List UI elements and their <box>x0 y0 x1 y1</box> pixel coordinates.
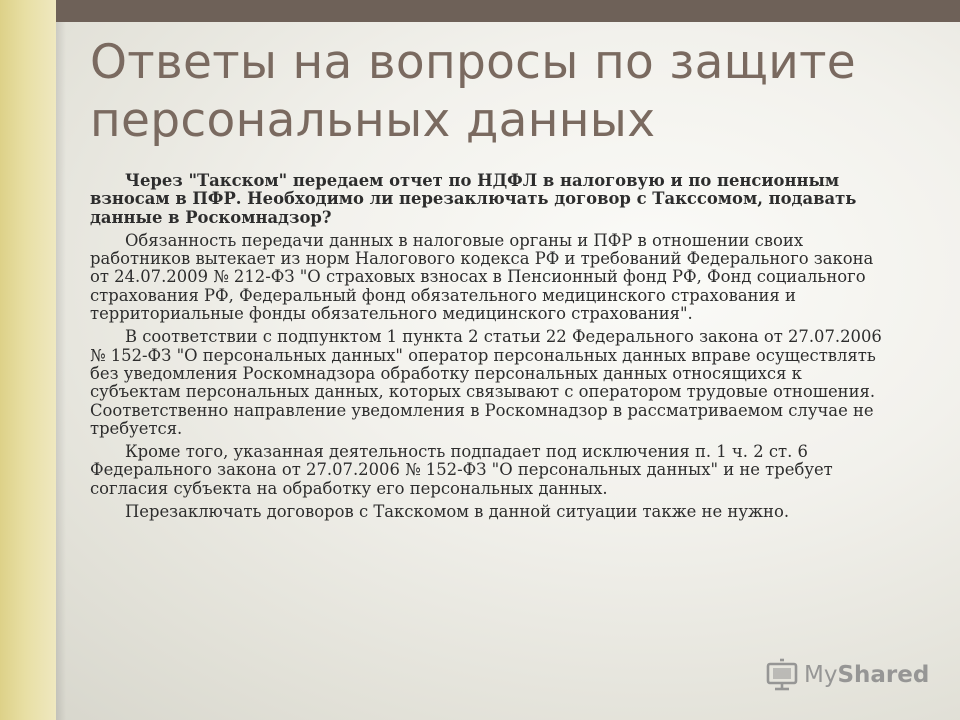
watermark-brand-my: My <box>804 662 838 688</box>
slide-title-line-1: Ответы на вопросы по защите <box>90 35 856 90</box>
left-accent-band <box>0 0 56 720</box>
myshared-watermark <box>765 656 929 694</box>
question-paragraph: Через "Такском" передаем отчет по НДФЛ в налоговую и по пенсионным взносам в ПФР. Необходимо ли перезаключать договор с Таксcомом, подавать данные в Роскомнадзор? <box>90 171 857 227</box>
answer-paragraph-4: Перезаключать договоров с Такскомом в данной ситуации также не нужно. <box>125 502 790 522</box>
slide-title-line-2: персональных данных <box>90 93 656 148</box>
slide-body <box>90 172 895 526</box>
answer-paragraph-3: Кроме того, указанная деятельность подпадает под исключения п. 1 ч. 2 ст. 6 Федерального закона от 27.07.2006 № 152-ФЗ "О персональных данных" и не требует согласия субъекта на обработку его персональных данных. <box>90 442 833 498</box>
top-bar <box>56 0 960 22</box>
slide-title <box>90 34 930 150</box>
projector-screen-icon <box>765 658 799 692</box>
answer-paragraph-2: В соответствии с подпунктом 1 пункта 2 статьи 22 Федерального закона от 27.07.2006 № 152-ФЗ "О персональных данных" оператор персональных данных вправе осуществлять без уведомления Роскомнадзора обработку персональных данных относящихся к субъектам персональных данных, которых связывают с оператором трудовые отношения. Соответственно направление уведомления в Роскомнадзор в рассматриваемом случае не требуется. <box>90 327 882 438</box>
watermark-brand-shared: Shared <box>837 662 930 688</box>
answer-paragraph-1: Обязанность передачи данных в налоговые органы и ПФР в отношении своих работников вытекает из норм Налогового кодекса РФ и требований Федерального закона от 24.07.2009 № 212-ФЗ "О страховых взносах в Пенсионный фонд РФ, Фонд социального страхования РФ, Федеральный фонд обязательного медицинского страхования и территориальные фонды обязательного медицинского страхования". <box>90 230 874 324</box>
